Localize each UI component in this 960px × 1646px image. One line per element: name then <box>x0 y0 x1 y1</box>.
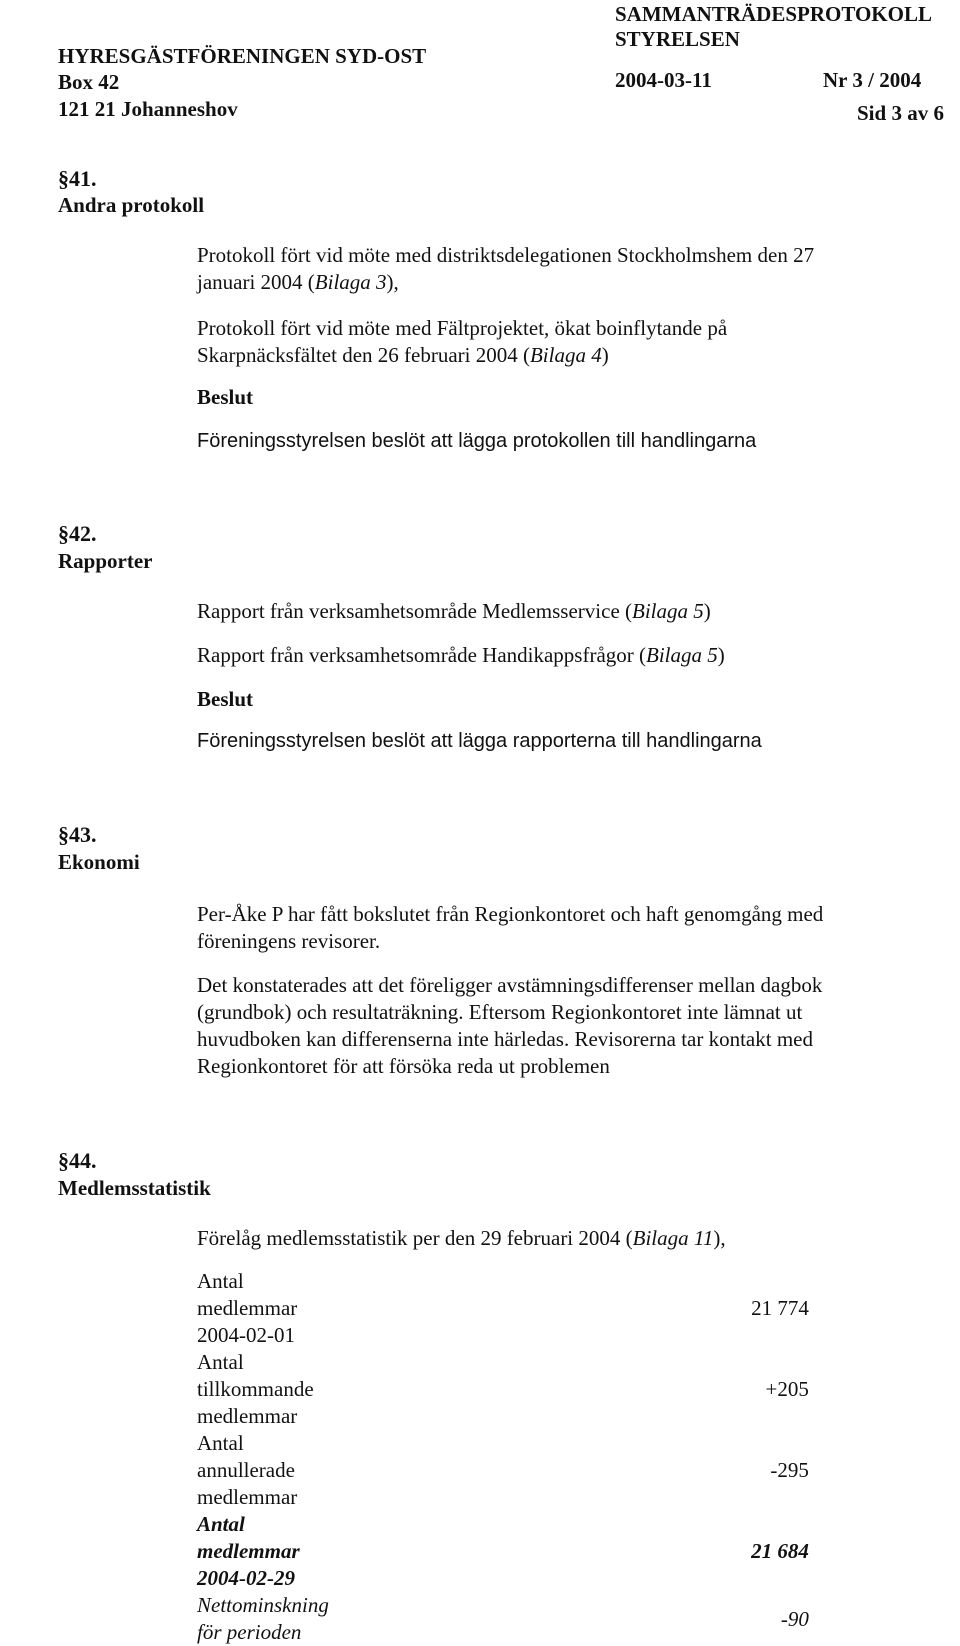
table-row <box>197 1349 809 1430</box>
s42-decision-text: Föreningsstyrelsen beslöt att lägga rapporterna till handlingarna <box>197 730 762 752</box>
table-row <box>197 1592 809 1646</box>
section-43-number: §43. <box>58 822 97 847</box>
attachment-ref: Bilaga 4 <box>529 343 602 367</box>
section-41-title: Andra protokoll <box>58 193 205 217</box>
stat-label: Antal medlemmar 2004-02-01 <box>197 1269 298 1347</box>
s41-paragraph-1-line-1: Protokoll fört vid möte med distriktsdelegationen Stockholmshem den 27 <box>197 243 815 267</box>
attachment-ref: Bilaga 3 <box>314 270 387 294</box>
section-44-title: Medlemsstatistik <box>58 1176 211 1200</box>
stat-value: 21 774 <box>751 1296 809 1320</box>
table-row <box>197 1511 809 1592</box>
stat-value: 21 684 <box>751 1539 809 1563</box>
document-type: SAMMANTRÄDESPROTOKOLL <box>615 2 932 26</box>
stat-label: Antal tillkommande medlemmar <box>197 1350 314 1428</box>
s43-paragraph-1-line-2: föreningens revisorer. <box>197 929 381 953</box>
postal-address: 121 21 Johanneshov <box>58 97 238 121</box>
membership-stats-table <box>197 1268 809 1646</box>
s41-paragraph-1-line-2: januari 2004 (Bilaga 3), <box>197 270 399 294</box>
attachment-ref: Bilaga 5 <box>632 599 704 623</box>
section-44-number: §44. <box>58 1148 97 1173</box>
s41-paragraph-2-line-2: Skarpnäcksfältet den 26 februari 2004 (Bilaga 4) <box>197 343 609 367</box>
meeting-body: STYRELSEN <box>615 27 740 51</box>
postal-box: Box 42 <box>58 70 120 94</box>
protocol-number: Nr 3 / 2004 <box>823 68 922 92</box>
meeting-date: 2004-03-11 <box>615 68 712 92</box>
section-42-number: §42. <box>58 521 97 546</box>
stat-value: -90 <box>780 1606 809 1631</box>
s44-intro: Förelåg medlemsstatistik per den 29 februari 2004 (Bilaga 11), <box>197 1226 726 1250</box>
section-43-title: Ekonomi <box>58 850 140 874</box>
s43-paragraph-1-line-1: Per-Åke P har fått bokslutet från Regionkontoret och haft genomgång med <box>197 902 824 926</box>
s42-decision-heading: Beslut <box>197 687 254 711</box>
s43-paragraph-2-line-2: (grundbok) och resultaträkning. Eftersom Regionkontoret inte lämnat ut <box>197 1000 803 1024</box>
section-41-number: §41. <box>58 166 97 191</box>
s41-paragraph-2-line-1: Protokoll fört vid möte med Fältprojektet, ökat boinflytande på <box>197 316 728 340</box>
s42-report-2: Rapport från verksamhetsområde Handikappsfrågor (Bilaga 5) <box>197 643 725 667</box>
stat-label: Antal annullerade medlemmar <box>197 1431 298 1509</box>
s43-paragraph-2-line-4: Regionkontoret för att försöka reda ut problemen <box>197 1054 610 1078</box>
page-indicator: Sid 3 av 6 <box>857 101 944 125</box>
stat-value: -295 <box>770 1458 809 1482</box>
stat-label: Antal medlemmar 2004-02-29 <box>197 1512 300 1590</box>
s42-report-1: Rapport från verksamhetsområde Medlemsservice (Bilaga 5) <box>197 599 711 623</box>
s43-paragraph-2-line-1: Det konstaterades att det föreligger avstämningsdifferenser mellan dagbok <box>197 973 823 997</box>
table-row <box>197 1268 809 1349</box>
attachment-ref: Bilaga 11 <box>632 1226 714 1250</box>
stat-value: +205 <box>765 1377 809 1401</box>
table-row <box>197 1430 809 1511</box>
section-42-title: Rapporter <box>58 549 153 573</box>
s43-paragraph-2-line-3: huvudboken kan differenserna inte härledas. Revisorerna tar kontakt med <box>197 1027 813 1051</box>
attachment-ref: Bilaga 5 <box>646 643 718 667</box>
organization-name: HYRESGÄSTFÖRENINGEN SYD-OST <box>58 44 427 68</box>
s41-decision-text: Föreningsstyrelsen beslöt att lägga protokollen till handlingarna <box>197 430 757 452</box>
s41-decision-heading: Beslut <box>197 385 254 409</box>
stat-label: Nettominskning för perioden <box>197 1593 329 1644</box>
